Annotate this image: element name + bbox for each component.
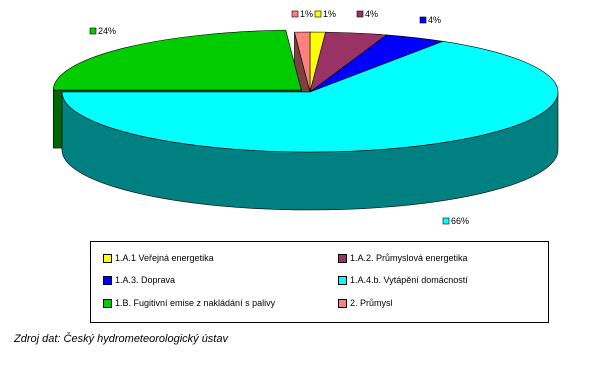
pie-label-swatch: [357, 11, 363, 17]
legend-item: [103, 253, 214, 263]
pie-label-swatch: [420, 17, 426, 23]
legend-label: 1.A.1 Veřejná energetika: [115, 253, 214, 263]
pie-slice-label: 24%: [98, 26, 117, 36]
legend-item: [338, 253, 468, 263]
legend-label: 1.B. Fugitivní emise z nakládání s palivy: [115, 298, 276, 308]
pie-slice-label: 4%: [365, 9, 379, 19]
legend-item: [338, 298, 393, 308]
pie-label-swatch: [90, 28, 96, 34]
legend-swatch: [103, 299, 112, 308]
legend-item: [103, 298, 275, 308]
legend-item: [338, 275, 468, 285]
chart-legend: [90, 241, 549, 323]
pie-slice: [53, 30, 301, 90]
legend-item: [103, 275, 175, 285]
source-note: Zdroj dat: Český hydrometeorologický ústav: [14, 333, 228, 345]
legend-swatch: [338, 254, 347, 263]
legend-label: 1.A.4.b. Vytápění domácností: [350, 275, 468, 285]
pie-label-swatch: [315, 11, 321, 17]
pie-label-swatch: [443, 218, 449, 224]
pie-slice-label: 1%: [300, 9, 314, 19]
pie-slice-label: 4%: [428, 15, 442, 25]
legend-swatch: [338, 276, 347, 285]
legend-swatch: [103, 276, 112, 285]
legend-label: 2. Průmysl: [350, 298, 393, 308]
legend-label: 1.A.2. Průmyslová energetika: [350, 253, 468, 263]
legend-label: 1.A.3. Doprava: [115, 275, 176, 285]
pie-slice-label: 1%: [323, 9, 337, 19]
pie-slice-label: 66%: [451, 216, 470, 226]
legend-swatch: [103, 254, 112, 263]
pie-label-swatch: [292, 11, 298, 17]
legend-swatch: [338, 299, 347, 308]
